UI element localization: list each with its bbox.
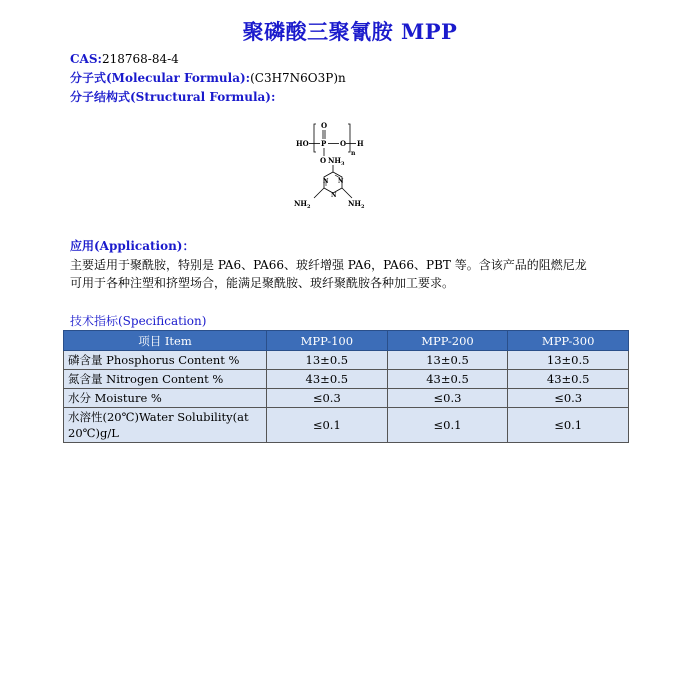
atom-nh2-right: $NH_2$ bbox=[348, 199, 365, 210]
cas-value: 218768-84-4 bbox=[101, 52, 179, 66]
atom-o-top: O bbox=[321, 121, 328, 130]
molecular-formula-label: 分子式(Molecular Formula): bbox=[70, 71, 251, 85]
molecular-formula-line bbox=[70, 69, 346, 87]
row-value: ≤0.3 bbox=[508, 389, 629, 408]
ring-n2: N bbox=[323, 178, 329, 185]
atom-nh2-left: $NH_2$ bbox=[294, 199, 311, 210]
row-item: 氮含量 Nitrogen Content % bbox=[64, 370, 267, 389]
ring-n3: N bbox=[331, 192, 337, 199]
application-line-1: 主要适用于聚酰胺，特别是 PA6、PA66、玻纤增强 PA6，PA66、PBT 等。含该产品的阻燃尼龙 bbox=[70, 258, 587, 272]
molecular-formula-value: (C3H7N6O3P)n bbox=[250, 71, 346, 85]
subscript-n: n bbox=[351, 150, 356, 157]
atom-p: P bbox=[321, 139, 327, 148]
atom-ho: HO bbox=[296, 139, 309, 148]
row-value: 13±0.5 bbox=[267, 351, 388, 370]
atom-h: H bbox=[357, 139, 364, 148]
row-value: 43±0.5 bbox=[387, 370, 508, 389]
header-mpp-300: MPP-300 bbox=[508, 331, 629, 351]
page-title: 聚磷酸三聚氰胺 MPP bbox=[242, 19, 458, 44]
row-item: 磷含量 Phosphorus Content % bbox=[64, 351, 267, 370]
row-value: 13±0.5 bbox=[508, 351, 629, 370]
atom-nh3: $NH_3$ bbox=[328, 156, 345, 167]
cas-line bbox=[70, 50, 179, 68]
row-item: 水溶性(20℃)Water Solubility(at 20℃)g/L bbox=[64, 408, 267, 443]
table-row bbox=[64, 408, 629, 443]
cas-label: CAS: bbox=[70, 52, 102, 66]
table-row bbox=[64, 389, 629, 408]
header-mpp-200: MPP-200 bbox=[387, 331, 508, 351]
application-label: 应用(Application)： bbox=[70, 239, 195, 253]
header-item: 项目 Item bbox=[64, 331, 267, 351]
row-item: 水分 Moisture % bbox=[64, 389, 267, 408]
application-text bbox=[70, 256, 630, 292]
table-row bbox=[64, 370, 629, 389]
bracket-right bbox=[348, 124, 350, 152]
application-line-2: 可用于各种注塑和挤塑场合，能满足聚酰胺、玻纤聚酰胺各种加工要求。 bbox=[70, 276, 455, 290]
header-mpp-100: MPP-100 bbox=[267, 331, 388, 351]
specification-table bbox=[63, 330, 629, 443]
row-value: 13±0.5 bbox=[387, 351, 508, 370]
specification-label: 技术指标(Specification) bbox=[70, 314, 207, 328]
bracket-left bbox=[314, 124, 316, 152]
atom-o-minus: O bbox=[320, 156, 327, 165]
structural-formula-line bbox=[70, 88, 275, 106]
atom-o-right: O bbox=[340, 139, 347, 148]
row-value: ≤0.1 bbox=[387, 408, 508, 443]
structural-formula-label: 分子结构式(Structural Formula): bbox=[70, 90, 276, 104]
row-value: ≤0.3 bbox=[267, 389, 388, 408]
structural-formula-diagram bbox=[290, 118, 380, 214]
row-value: ≤0.3 bbox=[387, 389, 508, 408]
row-value: ≤0.1 bbox=[508, 408, 629, 443]
table-row bbox=[64, 351, 629, 370]
table-header-row bbox=[64, 331, 629, 351]
row-value: ≤0.1 bbox=[267, 408, 388, 443]
ring-n1: N bbox=[338, 178, 344, 185]
row-value: 43±0.5 bbox=[267, 370, 388, 389]
row-value: 43±0.5 bbox=[508, 370, 629, 389]
